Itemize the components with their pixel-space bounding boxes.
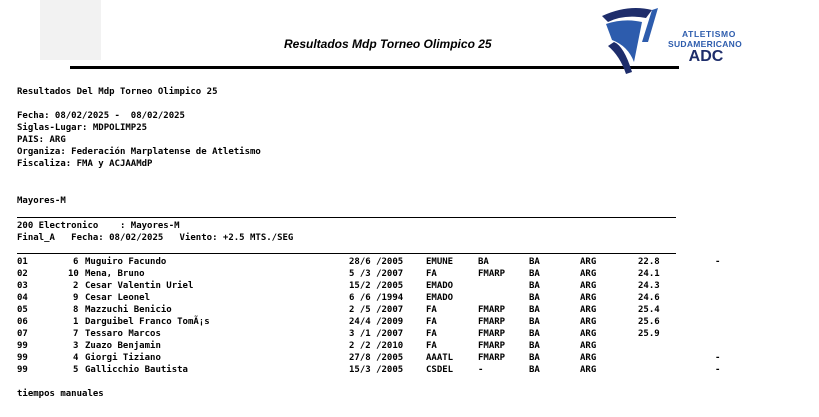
cell-time: 22.8 [638,257,660,267]
cell-lane: 6 [73,257,79,267]
cell-pos: 06 [17,317,28,327]
cell-assoc: - [478,365,484,375]
cell-time: 25.4 [638,305,660,315]
cell-name: Muguiro Facundo [85,257,167,267]
meta-fiscaliza: Fiscaliza: FMA y ACJAAMdP [17,159,153,169]
cell-country: ARG [580,305,597,315]
meta-fecha: Fecha: 08/02/2025 - 08/02/2025 [17,111,185,121]
cell-assoc: FMARP [478,317,506,327]
cell-prov: BA [529,341,540,351]
cell-assoc: FMARP [478,341,506,351]
cell-dob: 6 /6 /1994 [349,293,404,303]
cell-name: Gallicchio Bautista [85,365,188,375]
table-row [0,316,819,328]
cell-pos: 05 [17,305,28,315]
cell-name: Mazzuchi Benicio [85,305,172,315]
cell-club: CSDEL [426,365,454,375]
cell-time: 24.6 [638,293,660,303]
cell-club: FA [426,341,437,351]
logo-line3: ADC [688,48,724,65]
cell-lane: 10 [68,269,79,279]
cell-prov: BA [529,353,540,363]
cell-club: EMADO [426,281,454,291]
cell-note: - [715,257,721,267]
cell-prov: BA [529,305,540,315]
cell-dob: 27/8 /2005 [349,353,404,363]
results-top-rule [17,253,676,254]
cell-pos: 99 [17,353,28,363]
event-details: Final_A Fecha: 08/02/2025 Viento: +2.5 MTS./SEG [17,233,294,243]
cell-name: Tessaro Marcos [85,329,161,339]
meta-pais: PAIS: ARG [17,135,66,145]
cell-name: Zuazo Benjamin [85,341,161,351]
table-row [0,280,819,292]
table-row [0,340,819,352]
footer-note: tiempos manuales [17,389,104,399]
cell-assoc: FMARP [478,329,506,339]
cell-prov: BA [529,269,540,279]
cell-dob: 5 /3 /2007 [349,269,404,279]
cell-name: Darguibel Franco TomÃ¡s [85,317,210,327]
cell-dob: 3 /1 /2007 [349,329,404,339]
cell-lane: 3 [73,341,79,351]
cell-prov: BA [529,329,540,339]
cell-name: Giorgi Tiziano [85,353,161,363]
cell-prov: BA [529,365,540,375]
table-row [0,304,819,316]
cell-dob: 2 /2 /2010 [349,341,404,351]
cell-country: ARG [580,269,597,279]
cell-name: Mena, Bruno [85,269,145,279]
header-divider [70,66,679,69]
cell-time: 25.9 [638,329,660,339]
cell-note: - [715,353,721,363]
table-row [0,292,819,304]
cell-club: FA [426,305,437,315]
cell-assoc: FMARP [478,353,506,363]
cell-club: EMADO [426,293,454,303]
cell-lane: 8 [73,305,79,315]
cell-club: FA [426,269,437,279]
table-row [0,364,819,376]
cell-assoc: FMARP [478,305,506,315]
table-row [0,268,819,280]
cell-pos: 07 [17,329,28,339]
cell-club: AAATL [426,353,454,363]
cell-pos: 01 [17,257,28,267]
cell-lane: 1 [73,317,79,327]
cell-dob: 28/6 /2005 [349,257,404,267]
cell-prov: BA [529,293,540,303]
cell-pos: 04 [17,293,28,303]
cell-pos: 03 [17,281,28,291]
cell-note: - [715,365,721,375]
cell-dob: 24/4 /2009 [349,317,404,327]
cell-prov: BA [529,317,540,327]
logo-line1: ATLETISMO [682,29,736,39]
cell-country: ARG [580,281,597,291]
cell-pos: 99 [17,341,28,351]
cell-dob: 15/3 /2005 [349,365,404,375]
cell-dob: 2 /5 /2007 [349,305,404,315]
cell-country: ARG [580,317,597,327]
logo-line2: SUDAMERICANO [668,39,742,49]
cell-club: FA [426,317,437,327]
cell-country: ARG [580,293,597,303]
cell-time: 24.1 [638,269,660,279]
cell-prov: BA [529,257,540,267]
logo [598,2,758,74]
table-row [0,352,819,364]
table-row [0,256,819,268]
cell-country: ARG [580,365,597,375]
event-top-rule [17,217,676,218]
cell-assoc: BA [478,257,489,267]
results-heading: Resultados Del Mdp Torneo Olimpico 25 [17,87,218,97]
cell-lane: 7 [73,329,79,339]
cell-country: ARG [580,329,597,339]
page-title: Resultados Mdp Torneo Olimpico 25 [284,37,492,51]
cell-time: 25.6 [638,317,660,327]
placeholder-image [40,0,101,60]
cell-time: 24.3 [638,281,660,291]
category-label: Mayores-M [17,196,66,206]
cell-lane: 2 [73,281,79,291]
cell-name: Cesar Leonel [85,293,151,303]
cell-dob: 15/2 /2005 [349,281,404,291]
cell-country: ARG [580,341,597,351]
cell-pos: 99 [17,365,28,375]
meta-organiza: Organiza: Federación Marplatense de Atletismo [17,147,261,157]
cell-assoc: FMARP [478,269,506,279]
cell-club: FA [426,329,437,339]
cell-name: Cesar Valentin Uriel [85,281,194,291]
cell-country: ARG [580,353,597,363]
cell-club: EMUNE [426,257,454,267]
table-row [0,328,819,340]
cell-lane: 5 [73,365,79,375]
meta-siglas: Siglas-Lugar: MDPOLIMP25 [17,123,148,133]
event-name: 200 Electronico : Mayores-M [17,221,180,231]
cell-pos: 02 [17,269,28,279]
cell-lane: 4 [73,353,79,363]
cell-country: ARG [580,257,597,267]
cell-prov: BA [529,281,540,291]
cell-lane: 9 [73,293,79,303]
